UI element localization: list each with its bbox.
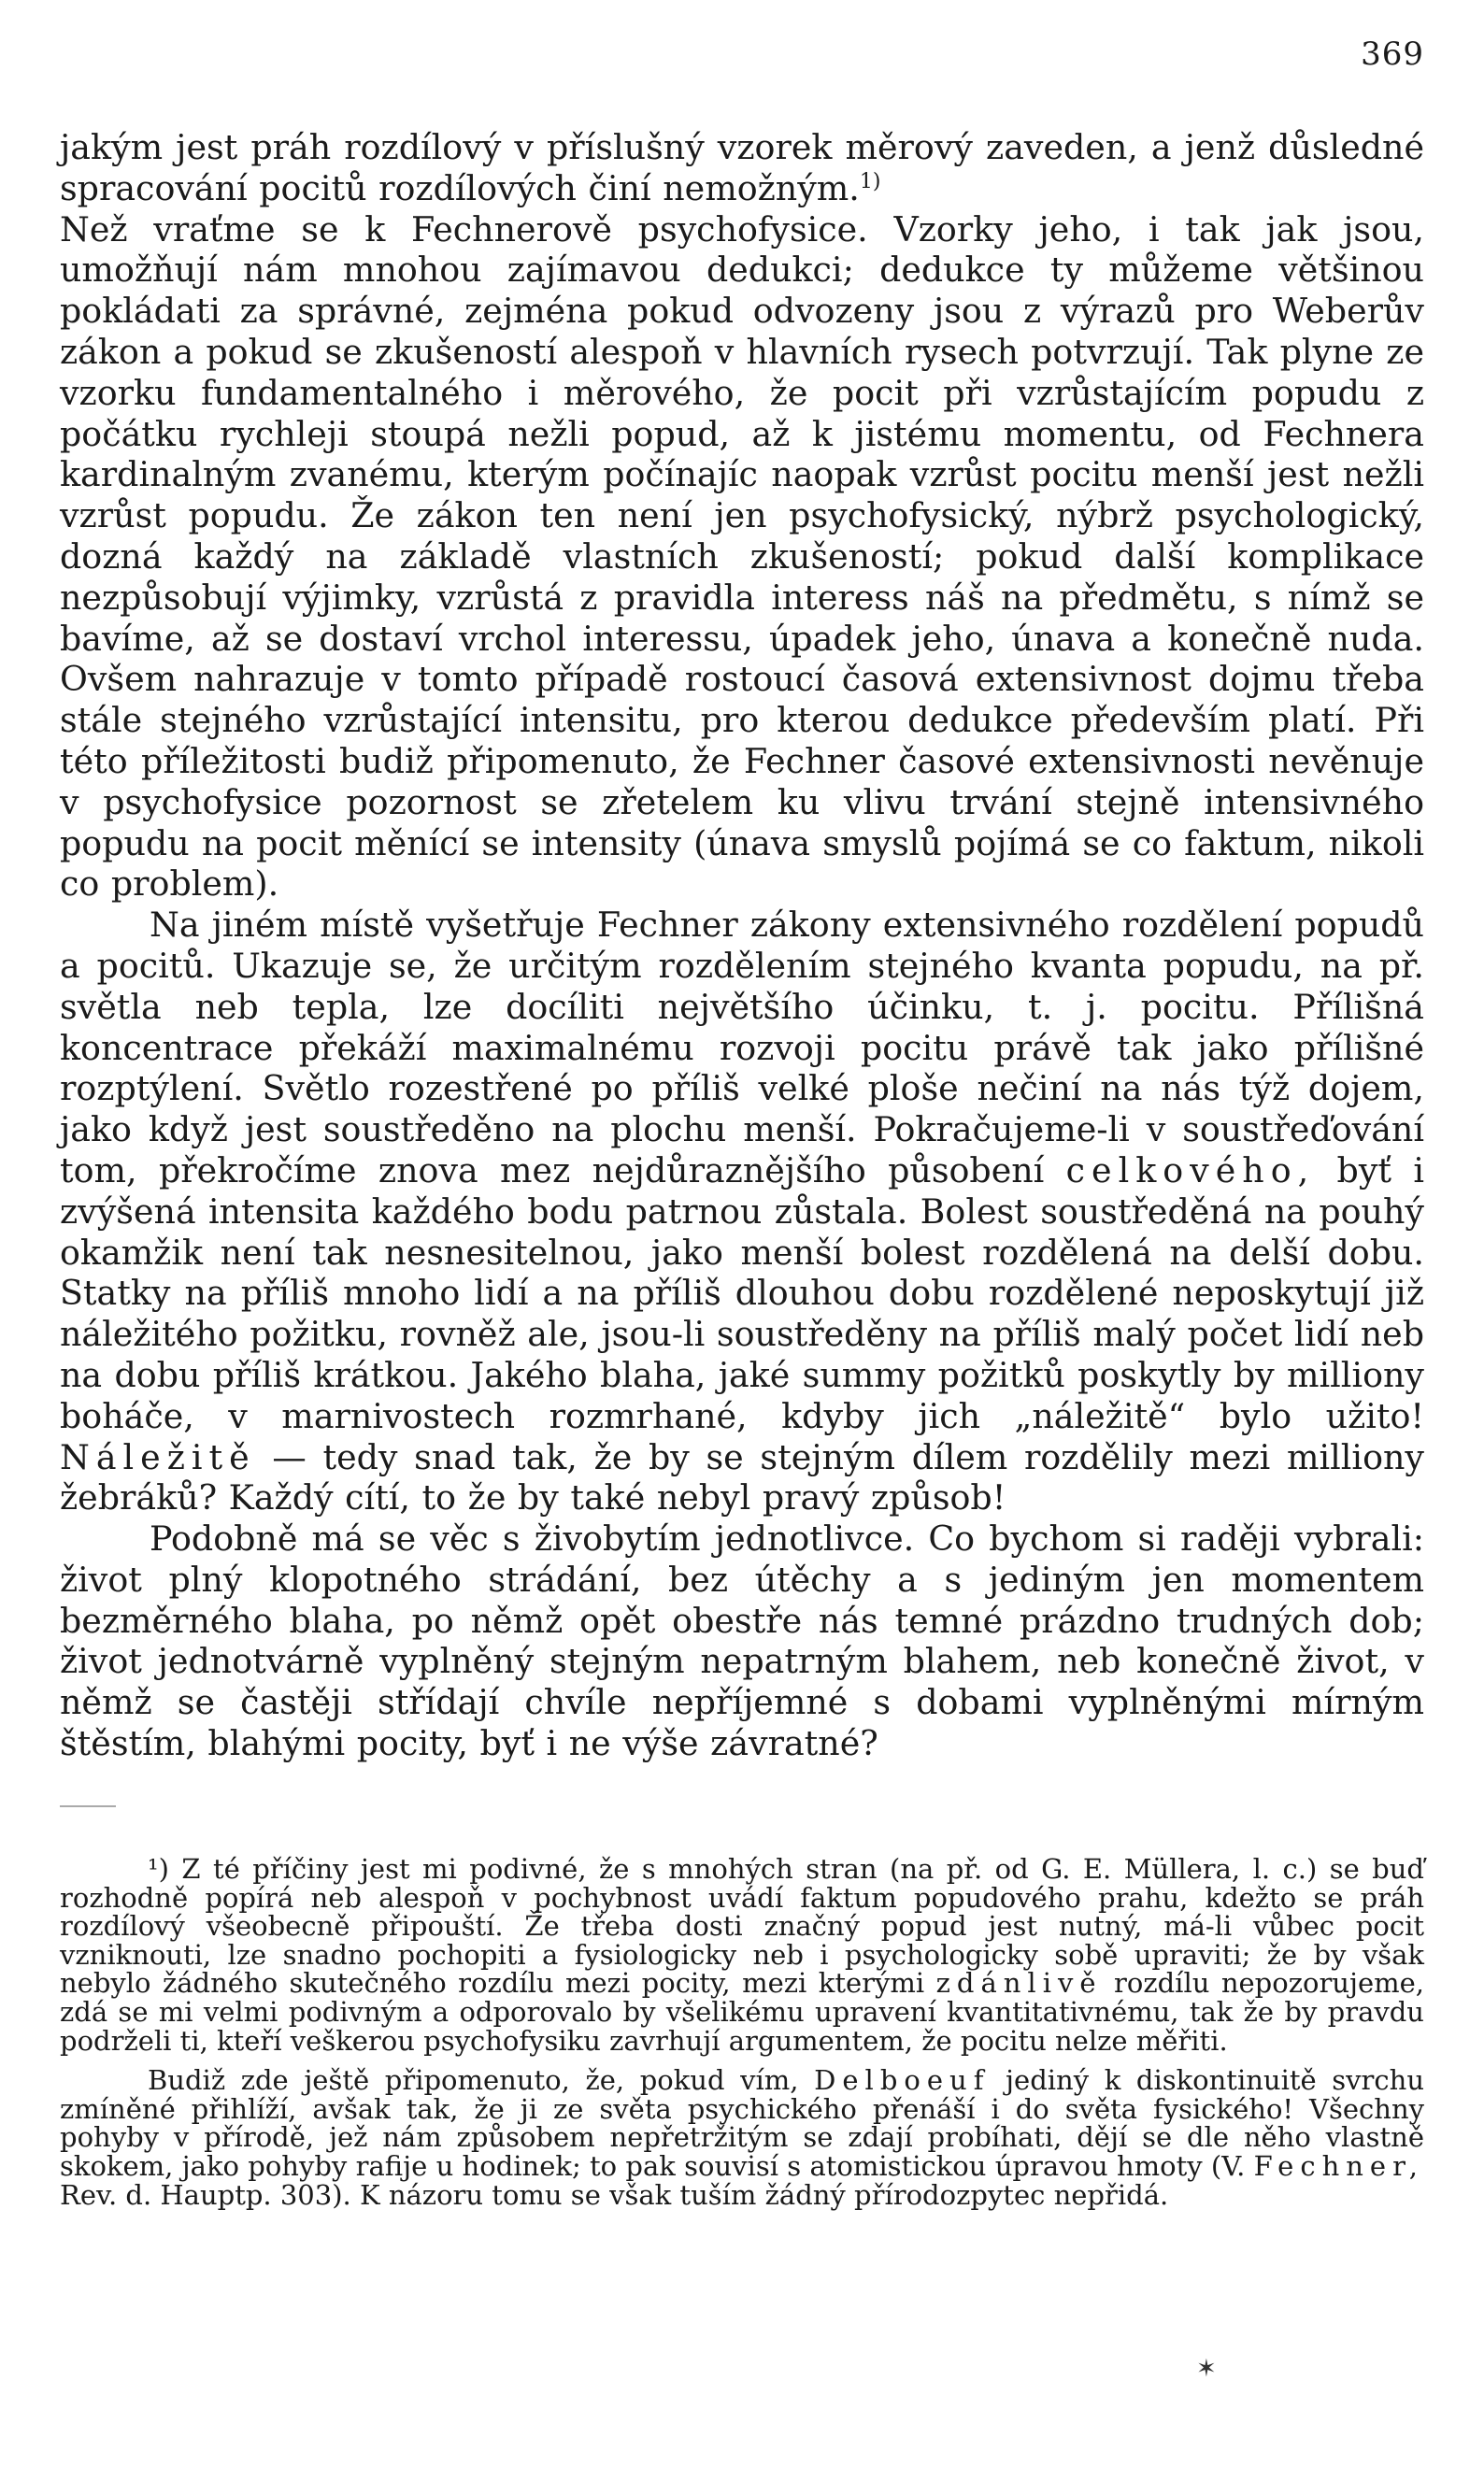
paragraph-text: Na jiném místě vyšetřuje Fechner zákony extensivného rozdělení popudů a pocitů. Ukazuje se, že určitým rozdělením stejného kvanta popudu, na př. světla neb tepla, lze docíliti největšího účinku, t. j. pocitu. Přílišná koncentrace překáží maximalnému rozvoji pocitu právě tak jako přílišné rozptýlení. Světlo rozestřené po příliš velké ploše nečiní na nás týž dojem, jako když jest soustředěno na plochu menší. Pokračujeme-li v soustřeďování tom, překročíme znova mez nejdůraznějšího působení — [60, 905, 1424, 1190]
paragraph-text: — tedy snad tak, že by se stejným dílem rozdělily mezi milliony žebráků? Každý cítí, to že by také nebyl pravý způsob! — [60, 1436, 1424, 1518]
main-text — [60, 127, 1424, 1764]
emphasized-word: zdánlivě — [935, 1967, 1103, 2000]
footnote-reference: 1) — [859, 169, 881, 193]
footnote-text: rozdílu nepozorujeme, zdá se mi velmi podivným a odporovalo by všelikému upravení kvantitativnému, tak že by pravdu podrželi ti, kteří veškerou psychofysiku zavrhují argumentem, že pocitu nelze měřiti. — [60, 1967, 1425, 2057]
footnote-divider — [60, 1805, 116, 1807]
footnote — [60, 2066, 1424, 2209]
paragraph — [60, 905, 1424, 1518]
paragraph — [60, 1518, 1424, 1764]
paragraph — [60, 209, 1424, 905]
paragraph — [60, 127, 1424, 209]
footnote-text: Rev. d. Hauptp. 303). K názoru tomu se však tuším žádný přírodozpytec nepřidá. — [60, 2178, 1169, 2211]
paragraph-text: byť i zvýšená intensita každého bodu patrnou zůstala. Bolest soustředěná na pouhý okamžik není tak nesnesitelnou, jako menší bolest rozdělená na delší dobu. Statky na příliš mnoho lidí a na příliš dlouhou dobu rozdělené neposkytují již náležitého požitku, rovněž ale, jsou-li soustředěny na příliš malý počet lidí neb na dobu příliš krátkou. Jakého blaha, jaké summy požitků poskytly by milliony boháče, v marnivostech rozmrhané, kdyby jich „náležitě“ bylo užito! — [60, 1149, 1424, 1436]
emphasized-word: celkového, — [1065, 1149, 1316, 1190]
page-number: 369 — [1361, 36, 1424, 73]
paragraph-text: jakým jest práh rozdílový v příslušný vzorek měrový zaveden, a jenž důsledné spracování pocitů rozdílových činí nemožným. — [60, 127, 1424, 208]
footnote-text: Z té příčiny jest mi podivné, že s mnohých stran (na př. od G. E. Müllera, l. c.) se buď rozhodně popírá neb alespoň v pochybnost uvádí faktum popudového prahu, kdežto se práh rozdílový všeobecně připouští. Že třeba dosti značný popud jest nutný, má-li vůbec pocit vzniknouti, lze snadno pochopiti a fysiologicky neb i psychologicky sobě upraviti; že by však nebylo žádného skutečného rozdílu mezi pocity, mezi kterými — [60, 1853, 1424, 2000]
paragraph-text: Než vraťme se k Fechnerově psychofysice. Vzorky jeho, i tak jak jsou, umožňují nám mnohou zajímavou dedukci; dedukce ty můžeme většinou pokládati za správné, zejména pokud odvozeny jsou z výrazů pro Weberův zákon a pokud se zkušeností alespoň v hlavních rysech potvrzují. Tak plyne ze vzorku fundamentalného i měrového, že pocit při vzrůstajícím popudu z počátku rychleji stoupá nežli popud, až k jistému momentu, od Fechnera kardinalným zvanému, kterým počínajíc naopak vzrůst pocitu menší jest nežli vzrůst popudu. Že zákon ten není jen psychofysický, nýbrž psychologický, dozná každý na základě vlastních zkušeností; pokud další komplikace nezpůsobují výjimky, vzrůstá z pravidla interess náš na předmětu, s nímž se bavíme, až se dostaví vrchol interessu, úpadek jeho, únava a konečně nuda. Ovšem nahrazuje v tomto případě rostoucí časová extensivnost dojmu třeba stále stejného vzrůstající intensitu, pro kterou dedukce především platí. Při této příležitosti budiž připomenuto, že Fechner časové extensivnosti nevěnuje v psychofysice pozornost se zřetelem ku vlivu trvání stejně intensivného popudu na pocit měnící se intensity (únava smyslů pojímá se co faktum, nikoli co problem). — [60, 208, 1424, 905]
footnote-text: Budiž zde ještě připomenuto, že, pokud vím, — [148, 2064, 799, 2097]
paragraph-text: Podobně má se věc s živobytím jednotlivce. Co bychom si raději vybrali: život plný klopotného strádání, bez útěchy a s jediným jen momentem bezměrného blaha, po němž opět obestře nás temné prázdno trudných dob; život jednotvárně vyplněný stejným nepatrným blahem, neb konečně život, v němž se častěji střídají chvíle nepříjemné s dobami vyplněnými mírným štěstím, blahými pocity, byť i ne výše závratné? — [60, 1518, 1424, 1764]
printer-mark: ✶ — [1196, 2355, 1217, 2383]
emphasized-word: Náležitě — [60, 1436, 256, 1477]
emphasized-word: Delboeuf — [814, 2064, 991, 2097]
emphasized-word: Fechner, — [1253, 2149, 1424, 2182]
footnote-marker: ¹) — [148, 1853, 169, 1885]
footnotes — [60, 1855, 1424, 2209]
footnote — [60, 1855, 1424, 2055]
footnote-text: jediný k diskontinuitě svrchu zmíněné přihlíží, avšak tak, že ji ze světa psychického přenáší i do světa fysického! Všechny pohyby v přírodě, jež nám způsobem nepřetržitým se zdají probíhati, dějí se dle něho vlastně skokem, jako pohyby rafije u hodinek; to pak souvisí s atomistickou úpravou hmoty (V. — [60, 2064, 1425, 2182]
